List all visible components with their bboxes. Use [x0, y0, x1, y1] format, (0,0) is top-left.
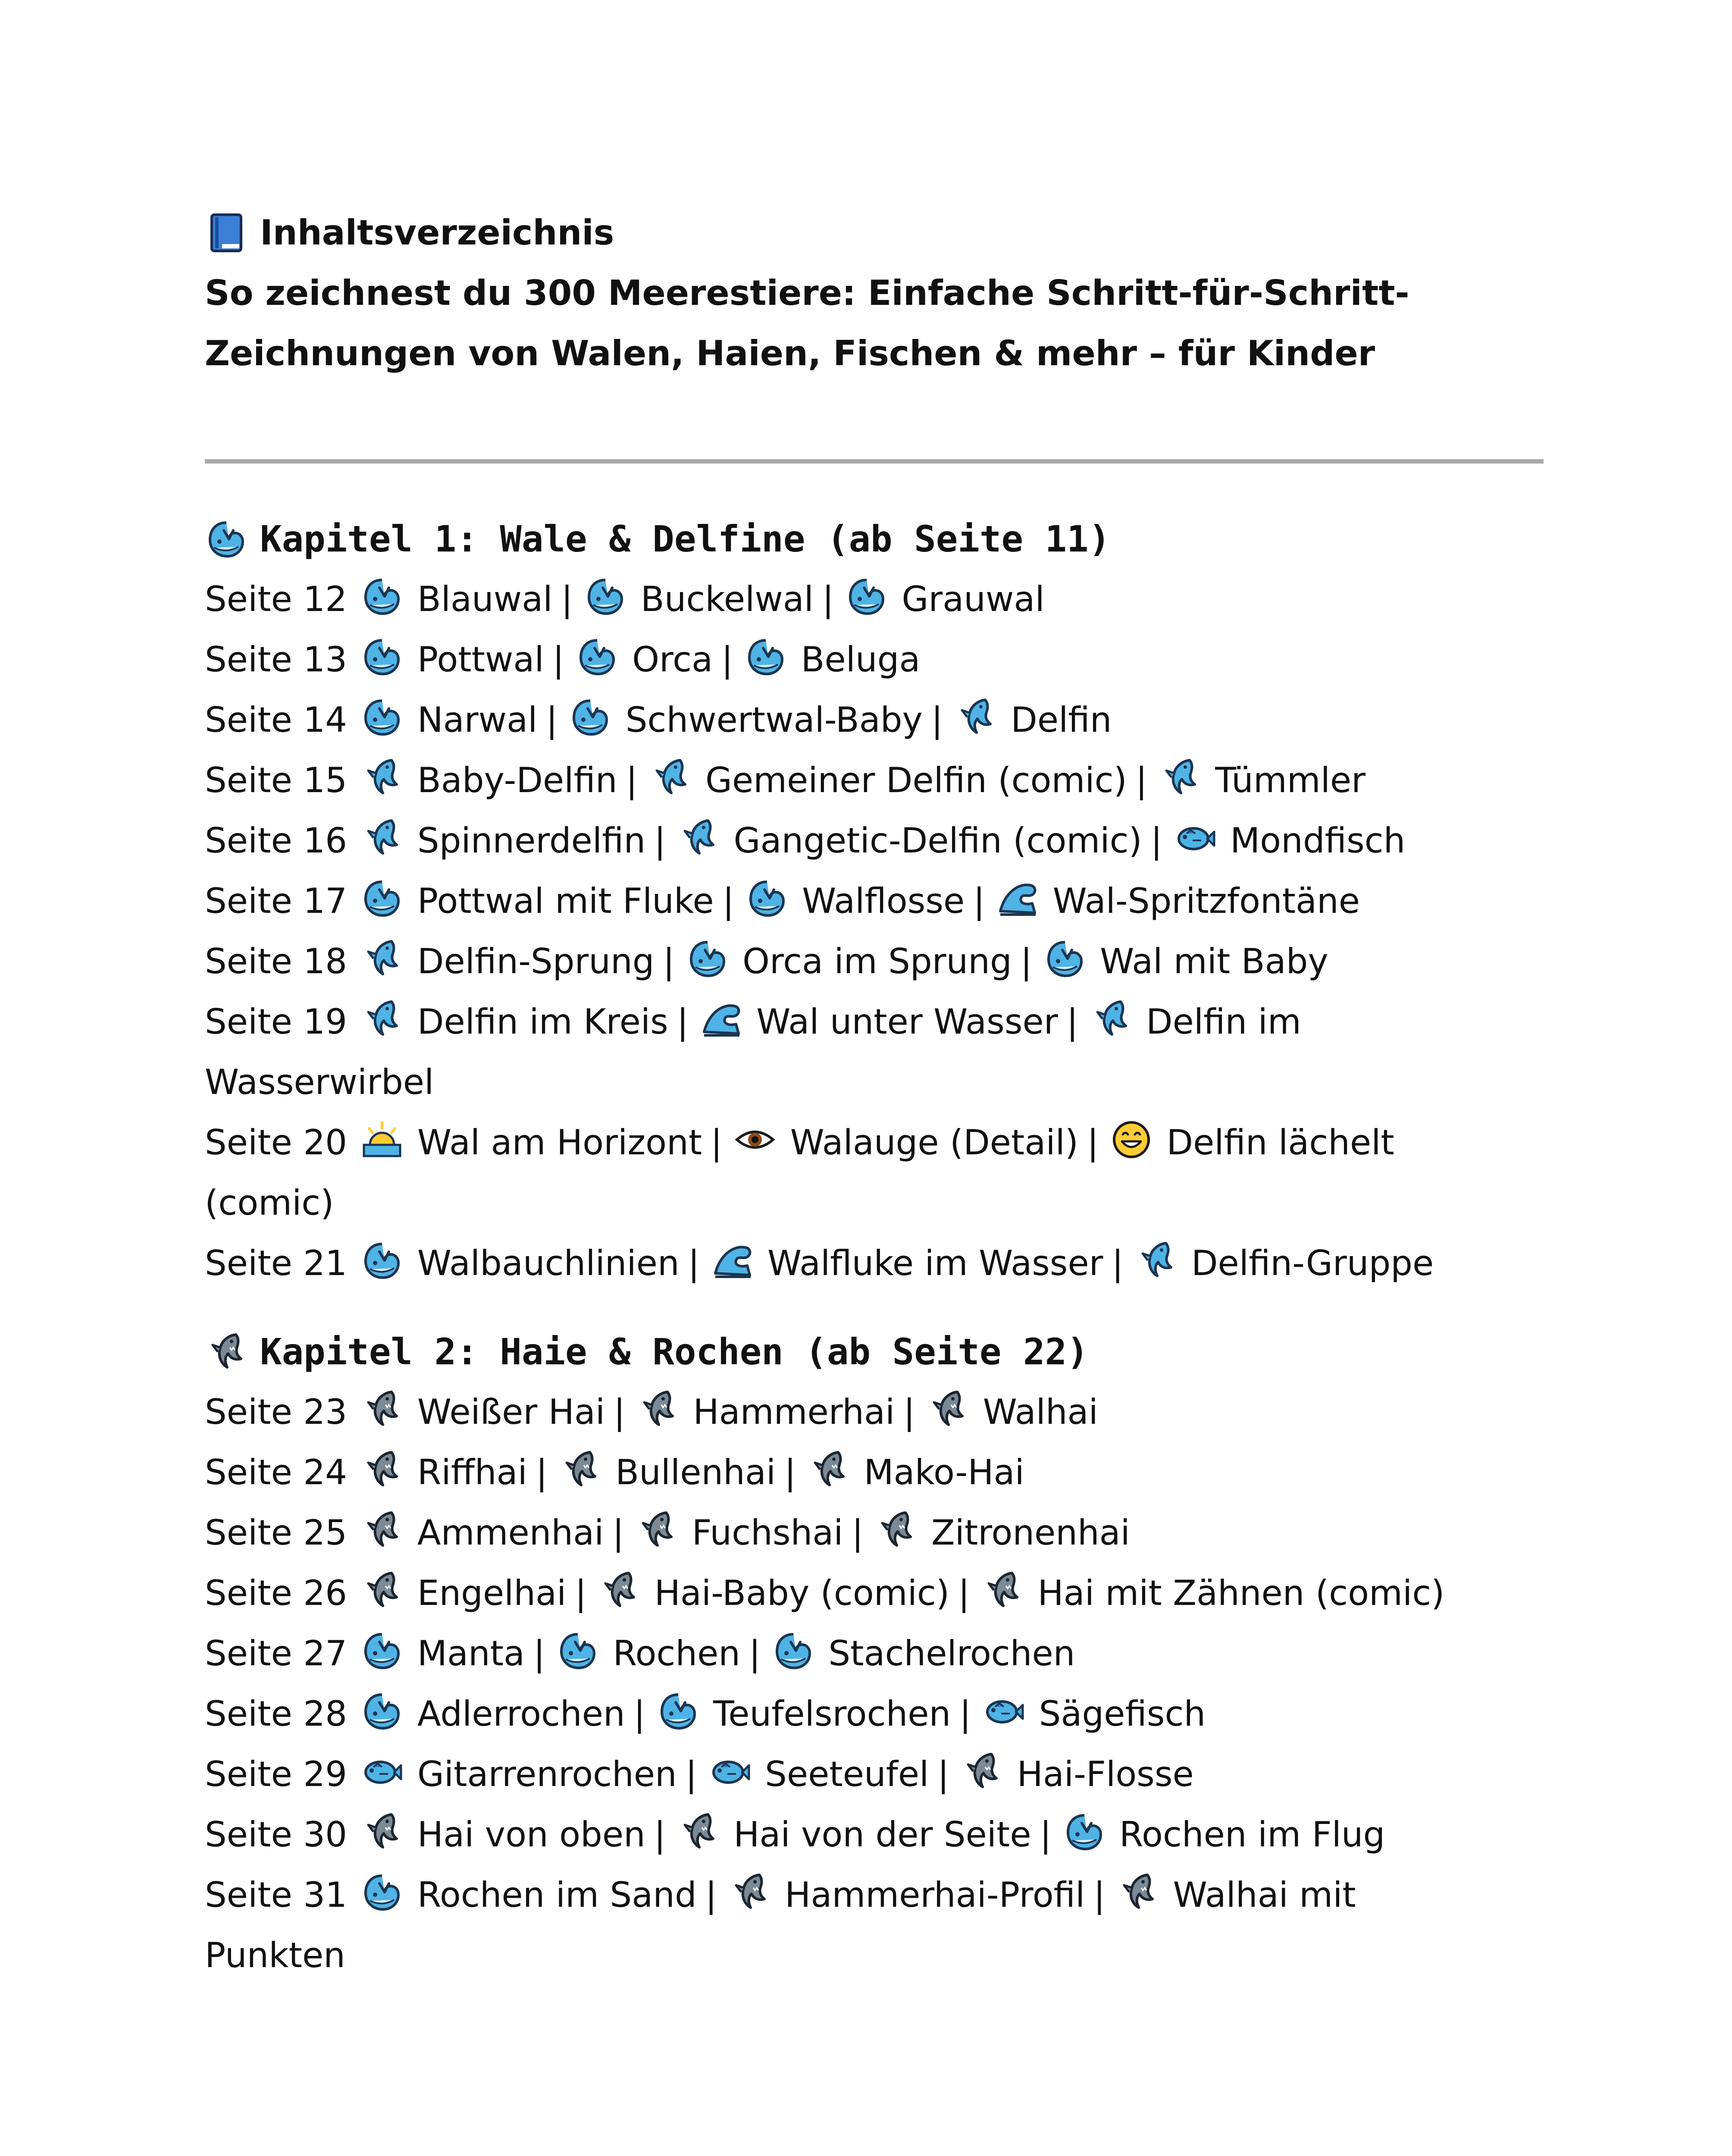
separator: |	[784, 1452, 796, 1492]
page-number: Seite 29	[205, 1754, 348, 1794]
entry-label-continuation: (comic)	[205, 1183, 334, 1223]
entry-label: Orca im Sprung	[742, 941, 1012, 981]
toc-heading	[205, 203, 1559, 263]
wave-icon	[700, 997, 743, 1040]
entry-label: Hammerhai-Profil	[785, 1875, 1085, 1915]
entry-label: Tümmler	[1215, 760, 1366, 800]
page-number: Seite 31	[205, 1875, 348, 1915]
toc-entry	[205, 569, 1559, 630]
separator: |	[546, 700, 558, 740]
dolphin-icon	[1090, 997, 1133, 1040]
page-number: Seite 27	[205, 1633, 348, 1673]
toc-entry	[205, 1684, 1559, 1744]
entry-label: Riffhai	[417, 1452, 527, 1492]
whale-icon	[360, 1239, 404, 1282]
chapter-title	[205, 1322, 1559, 1382]
separator: |	[612, 1513, 624, 1553]
book-title-line-1: So zeichnest du 300 Meerestiere: Einfache Schritt-für-Schritt-	[205, 273, 1409, 313]
entry-label: Wal-Spritzfontäne	[1052, 881, 1360, 921]
whale-icon	[360, 696, 404, 739]
toc-entry	[205, 992, 1559, 1112]
whale-icon	[360, 1689, 404, 1733]
whale-icon	[744, 635, 787, 678]
separator: |	[711, 1122, 723, 1163]
separator: |	[1087, 1122, 1099, 1163]
shark-icon	[559, 1448, 602, 1491]
toc-entry	[205, 811, 1559, 871]
toc-entry	[205, 1865, 1559, 1986]
separator: |	[654, 821, 666, 861]
toc-entry	[205, 871, 1559, 931]
entry-label: Hai-Baby (comic)	[654, 1573, 950, 1613]
page-number: Seite 18	[205, 941, 348, 981]
whale-icon	[360, 1629, 404, 1672]
separator: |	[552, 639, 564, 680]
table-of-contents	[205, 203, 1559, 1986]
whale-icon	[576, 635, 619, 678]
separator: |	[626, 760, 638, 800]
fish-icon	[1174, 816, 1217, 859]
entry-label: Mondfisch	[1230, 821, 1406, 861]
dolphin-icon	[360, 816, 404, 859]
separator: |	[614, 1392, 626, 1432]
separator: |	[561, 579, 573, 619]
entry-label: Wal mit Baby	[1100, 941, 1328, 981]
entry-label: Gangetic-Delfin (comic)	[733, 821, 1142, 861]
whale-icon	[1063, 1810, 1106, 1853]
whale-icon	[1043, 937, 1087, 980]
dolphin-icon	[360, 937, 404, 980]
sunrise-icon	[360, 1118, 404, 1161]
separator: |	[1112, 1243, 1124, 1283]
shark-icon	[728, 1871, 771, 1914]
fish-icon	[708, 1750, 752, 1793]
smile-icon	[1110, 1118, 1153, 1161]
separator: |	[688, 1243, 700, 1283]
page-number: Seite 23	[205, 1392, 348, 1432]
whale-icon	[686, 937, 729, 980]
chapter-title-label: Kapitel 2: Haie & Rochen (ab Seite 22)	[260, 1331, 1089, 1373]
dolphin-icon	[1159, 756, 1202, 799]
dolphin-icon	[360, 756, 404, 799]
whale-icon	[205, 517, 248, 561]
entry-label: Walbauchlinien	[417, 1243, 680, 1283]
entry-label: Seeteufel	[765, 1754, 929, 1794]
shark-icon	[205, 1330, 248, 1373]
page-number: Seite 12	[205, 579, 348, 619]
chapter-title	[205, 509, 1559, 569]
entry-label: Mako-Hai	[864, 1452, 1024, 1492]
entry-label: Ammenhai	[417, 1513, 604, 1553]
separator: |	[685, 1754, 697, 1794]
entry-label: Wal am Horizont	[417, 1122, 702, 1163]
page-number: Seite 26	[205, 1573, 348, 1613]
page-number: Seite 24	[205, 1452, 348, 1492]
entry-label: Sägefisch	[1039, 1694, 1206, 1734]
whale-icon	[845, 575, 888, 618]
chapter-list	[205, 509, 1559, 1986]
page-number: Seite 17	[205, 881, 348, 921]
entry-label: Spinnerdelfin	[417, 821, 646, 861]
entry-label: Orca	[632, 639, 713, 680]
separator: |	[654, 1814, 666, 1855]
entry-label: Pottwal	[417, 639, 544, 680]
entry-label: Delfin lächelt	[1166, 1122, 1394, 1163]
entry-label: Beluga	[801, 639, 921, 680]
page-number: Seite 16	[205, 821, 348, 861]
separator: |	[903, 1392, 915, 1432]
toc-entry	[205, 1233, 1559, 1294]
dolphin-icon	[1135, 1239, 1178, 1282]
entry-label: Walflosse	[802, 881, 965, 921]
toc-entry	[205, 750, 1559, 811]
entry-label: Rochen im Sand	[417, 1875, 697, 1915]
separator: |	[677, 1002, 689, 1042]
separator: |	[822, 579, 834, 619]
chapter-1	[205, 509, 1559, 1294]
entry-label: Wal unter Wasser	[756, 1002, 1058, 1042]
separator: |	[931, 700, 943, 740]
page-number: Seite 14	[205, 700, 348, 740]
entry-label: Zitronenhai	[931, 1513, 1130, 1553]
separator: |	[1040, 1814, 1052, 1855]
whale-icon	[360, 635, 404, 678]
toc-entry	[205, 690, 1559, 750]
entry-label: Gemeiner Delfin (comic)	[705, 760, 1127, 800]
entry-label: Narwal	[417, 700, 538, 740]
horizontal-divider	[205, 459, 1544, 464]
shark-icon	[981, 1569, 1024, 1612]
separator: |	[749, 1633, 761, 1673]
toc-entry	[205, 931, 1559, 992]
entry-label: Hai von oben	[417, 1814, 645, 1855]
wave-icon	[996, 877, 1039, 920]
entry-label-continuation: Wasserwirbel	[205, 1062, 434, 1102]
page-number: Seite 30	[205, 1814, 348, 1855]
toc-entry	[205, 1563, 1559, 1623]
entry-label: Adlerrochen	[417, 1694, 625, 1734]
entry-label: Fuchshai	[692, 1513, 843, 1553]
separator: |	[1066, 1002, 1078, 1042]
separator: |	[1093, 1875, 1106, 1915]
whale-icon	[569, 696, 612, 739]
entry-label: Baby-Delfin	[417, 760, 617, 800]
toc-heading-label: Inhaltsverzeichnis	[260, 213, 614, 253]
toc-entry	[205, 1503, 1559, 1563]
shark-icon	[360, 1508, 404, 1551]
page-number: Seite 19	[205, 1002, 348, 1042]
entry-label: Delfin im Kreis	[417, 1002, 668, 1042]
whale-icon	[745, 877, 789, 920]
entry-label: Walhai	[983, 1392, 1098, 1432]
dolphin-icon	[677, 816, 720, 859]
dolphin-icon	[649, 756, 692, 799]
entry-label: Hai mit Zähnen (comic)	[1037, 1573, 1445, 1613]
entry-label: Gitarrenrochen	[417, 1754, 677, 1794]
dolphin-icon	[360, 997, 404, 1040]
separator: |	[852, 1513, 864, 1553]
shark-icon	[360, 1810, 404, 1853]
entry-label: Walfluke im Wasser	[767, 1243, 1103, 1283]
entry-label: Weißer Hai	[417, 1392, 605, 1432]
fish-icon	[360, 1750, 404, 1793]
page-number: Seite 15	[205, 760, 348, 800]
entry-label: Walauge (Detail)	[790, 1122, 1079, 1163]
separator: |	[973, 881, 985, 921]
entry-label: Grauwal	[902, 579, 1045, 619]
shark-icon	[635, 1508, 678, 1551]
page-number: Seite 25	[205, 1513, 348, 1553]
entry-label: Delfin-Sprung	[417, 941, 655, 981]
book-title-line-2: Zeichnungen von Walen, Haien, Fischen & mehr – für Kinder	[205, 333, 1375, 373]
separator: |	[705, 1875, 717, 1915]
chapter-2	[205, 1322, 1559, 1986]
shark-icon	[960, 1750, 1003, 1793]
book-icon	[205, 211, 248, 254]
entry-label: Blauwal	[417, 579, 553, 619]
separator: |	[663, 941, 675, 981]
separator: |	[633, 1694, 645, 1734]
toc-entry	[205, 1442, 1559, 1503]
entry-label-continuation: Punkten	[205, 1935, 345, 1975]
whale-icon	[360, 877, 404, 920]
separator: |	[1020, 941, 1032, 981]
shark-icon	[926, 1388, 969, 1431]
entry-label: Hai-Flosse	[1017, 1754, 1194, 1794]
separator: |	[722, 881, 734, 921]
separator: |	[1150, 821, 1162, 861]
page-number: Seite 21	[205, 1243, 348, 1283]
shark-icon	[360, 1569, 404, 1612]
separator: |	[575, 1573, 587, 1613]
chapter-title-label: Kapitel 1: Wale & Delfine (ab Seite 11)	[260, 518, 1111, 560]
entry-label: Rochen	[613, 1633, 740, 1673]
toc-entry	[205, 1744, 1559, 1805]
entry-label: Buckelwal	[640, 579, 814, 619]
shark-icon	[1116, 1871, 1159, 1914]
shark-icon	[360, 1388, 404, 1431]
entry-label: Schwertwal-Baby	[625, 700, 923, 740]
entry-label: Teufelsrochen	[713, 1694, 951, 1734]
entry-label: Walhai mit	[1173, 1875, 1356, 1915]
whale-icon	[584, 575, 627, 618]
shark-icon	[807, 1448, 850, 1491]
page-number: Seite 13	[205, 639, 348, 680]
separator: |	[1135, 760, 1147, 800]
shark-icon	[677, 1810, 720, 1853]
shark-icon	[636, 1388, 680, 1431]
entry-label: Rochen im Flug	[1119, 1814, 1385, 1855]
whale-icon	[360, 1871, 404, 1914]
entry-label: Delfin	[1011, 700, 1112, 740]
toc-entry	[205, 1623, 1559, 1684]
shark-icon	[598, 1569, 641, 1612]
entry-label: Hai von der Seite	[733, 1814, 1031, 1855]
whale-icon	[556, 1629, 599, 1672]
shark-icon	[874, 1508, 918, 1551]
entry-label: Hammerhai	[693, 1392, 895, 1432]
fish-icon	[982, 1689, 1025, 1733]
separator: |	[533, 1633, 545, 1673]
page-number: Seite 28	[205, 1694, 348, 1734]
whale-icon	[657, 1689, 700, 1733]
wave-icon	[711, 1239, 754, 1282]
separator: |	[721, 639, 733, 680]
entry-label: Pottwal mit Fluke	[417, 881, 714, 921]
entry-label: Bullenhai	[615, 1452, 776, 1492]
whale-icon	[360, 575, 404, 618]
entry-label: Engelhai	[417, 1573, 567, 1613]
separator: |	[536, 1452, 548, 1492]
toc-entry	[205, 1805, 1559, 1865]
separator: |	[959, 1694, 971, 1734]
separator: |	[958, 1573, 970, 1613]
page-number: Seite 20	[205, 1122, 348, 1163]
eye-icon	[733, 1118, 777, 1161]
entry-label: Delfin im	[1146, 1002, 1301, 1042]
toc-entry	[205, 630, 1559, 690]
separator: |	[937, 1754, 949, 1794]
dolphin-icon	[954, 696, 997, 739]
shark-icon	[360, 1448, 404, 1491]
entry-label: Delfin-Gruppe	[1191, 1243, 1434, 1283]
toc-entry	[205, 1112, 1559, 1233]
entry-label: Stachelrochen	[828, 1633, 1075, 1673]
toc-entry	[205, 1382, 1559, 1442]
entry-label: Manta	[417, 1633, 525, 1673]
whale-icon	[772, 1629, 815, 1672]
